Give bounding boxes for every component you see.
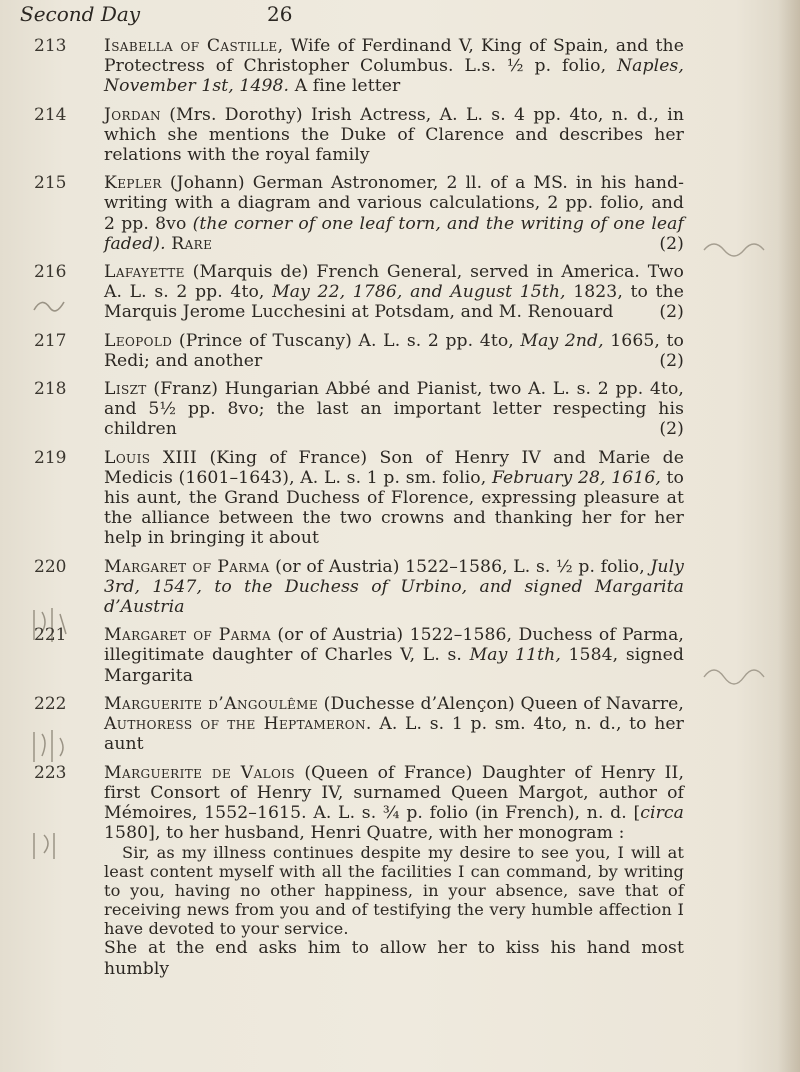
lot-description: Wife of Ferdinand V, King of Spain, and the Protectress of Christopher Columbus. L.s. ½ p. folio, [104, 36, 684, 77]
list-item [0, 763, 800, 979]
lot-date: May 22, 1786, and August 15th, [272, 282, 566, 303]
lot-description: (or of Austria) 1522–1586, Duchess of Parma, illegitimate daughter of Charles V, L. s. [104, 625, 684, 666]
lot-number: 213 [34, 36, 67, 56]
lot-description-cont: 1823, to the Marquis Jerome Lucchesini at Potsdam, and M. Renouard [104, 282, 684, 323]
list-item [0, 262, 800, 323]
page-header [20, 2, 580, 34]
lot-number: 220 [34, 556, 67, 577]
lot-name: Marguerite d’Angoulême [104, 693, 318, 714]
lot-date: Naples, November 1st, 1498. [104, 56, 684, 97]
lot-name: Lafayette [104, 262, 185, 283]
list-item [0, 694, 800, 755]
lot-name: Kepler [104, 173, 162, 194]
lot-description: (Prince of Tuscany) A. L. s. 2 pp. 4to, [172, 330, 521, 351]
lot-description-cont: 1580], to her husband, Henri Quatre, with her monogram : [104, 823, 625, 844]
section-title: Second Day [20, 2, 141, 26]
lot-name: Marguerite de Valois [104, 762, 296, 783]
lot-description: (Duchesse d’Alençon) Queen of Navarre, [318, 693, 684, 714]
lot-note: A fine letter [289, 76, 401, 97]
list-item [0, 331, 800, 371]
lot-number: 223 [34, 762, 67, 783]
lot-number: 214 [34, 104, 67, 125]
lot-date: May 2nd, [520, 330, 604, 351]
list-item [0, 625, 800, 686]
lot-name: Leopold [104, 330, 173, 351]
lot-name: Margaret of Parma [104, 625, 272, 646]
list-item [0, 36, 800, 97]
lot-description-cont: to his aunt, the Grand Duchess of Florence, expressing pleasure at the alliance between the two crowns and thanking her for her help in bringing it about [104, 467, 684, 549]
lot-description: (Franz) Hungarian Abbé and Pianist, two A. L. s. 2 pp. 4to, and 5½ pp. 8vo; the last an important letter respecting his children [104, 379, 684, 440]
lot-description-cont: 1665, to Redi; and another [104, 330, 684, 371]
lot-number: 219 [34, 447, 67, 468]
lot-number: 218 [34, 379, 67, 400]
lot-description: (Johann) German Astronomer, 2 ll. of a MS. in his hand-writing with a diagram and various calculations, 2 pp. folio, and 2 pp. 8vo [104, 173, 684, 234]
lot-description: (Mrs. Dorothy) Irish Actress, A. L. s. 4 pp. 4to, n. d., in which she mentions the Duke of Clarence and describes her relations with the royal family [104, 104, 684, 166]
lot-name: Isabella of Castille, [104, 36, 284, 56]
lot-name: Jordan [104, 104, 161, 125]
lot-name: Margaret of Parma [104, 556, 270, 577]
lot-count: (2) [659, 350, 684, 371]
lot-name: Liszt [104, 379, 147, 400]
lot-closing: She at the end asks him to allow her to kiss his hand most humbly [104, 938, 684, 979]
lot-note: (the corner of one leaf torn, and the writing of one leaf faded). [104, 213, 684, 254]
lot-description-cont: A. L. s. 1 p. sm. 4to, n. d., to her aunt [104, 714, 684, 755]
lot-number: 215 [34, 173, 67, 194]
lot-caps-note: Authoress of the Heptameron. [104, 714, 372, 735]
lot-list [0, 36, 800, 979]
list-item [0, 105, 800, 166]
lot-description-cont: 1584, signed Margarita [104, 645, 685, 686]
lot-quote: Sir, as my illness continues despite my desire to see you, I will at least content myself with all the facilities I can command, by writing to you, having no other happiness, in your absence, save that of receiving news from you and of testifying the very humble affection I have devoted to your service. [104, 843, 684, 939]
list-item [0, 379, 800, 440]
lot-number: 222 [34, 693, 67, 714]
lot-count: (2) [659, 302, 684, 323]
lot-description: (Marquis de) French General, served in America. Two A. L. s. 2 pp. 4to, [104, 262, 684, 303]
lot-circa: circa [640, 802, 684, 823]
lot-count: (2) [659, 419, 684, 440]
lot-number: 221 [34, 625, 67, 646]
lot-date: July 3rd, 1547, to the Duchess of Urbino, and signed Margarita d’Austria [104, 556, 684, 618]
lot-description: (King of France) Son of Henry IV and Marie de Medicis (1601–1643), A. L. s. 1 p. sm. folio, [104, 447, 684, 488]
lot-number: 216 [34, 262, 67, 283]
lot-count: (2) [659, 233, 684, 254]
lot-name: Louis XIII [104, 447, 198, 468]
lot-number: 217 [34, 330, 67, 351]
lot-description: (or of Austria) 1522–1586, L. s. ½ p. folio, [269, 556, 651, 577]
list-item [0, 448, 800, 549]
list-item [0, 557, 800, 618]
rare-label: Rare [171, 233, 213, 254]
lot-date: May 11th, [469, 645, 561, 666]
lot-date: February 28, 1616, [491, 467, 661, 488]
lot-description: (Queen of France) Daughter of Henry II, first Consort of Henry IV, surnamed Queen Margot, author of Mémoires, 1552–1615. A. L. s. ¾ p. folio (in French), n. d. [ [104, 762, 685, 823]
list-item [0, 173, 800, 254]
page-number: 26 [267, 2, 293, 26]
